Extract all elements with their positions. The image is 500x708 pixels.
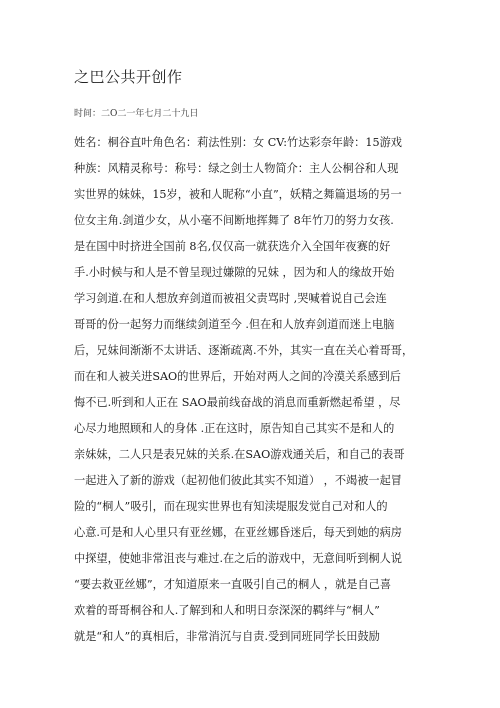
body-line: 种族：风精灵称号：称号：绿之剑士人物简介：主人公桐谷和人现 [74,162,399,175]
body-line: 姓名：桐谷直叶角色名：莉法性别：女 CV:竹达彩奈年龄：15游戏 [74,136,402,149]
body-line: 实世界的妹妹，15岁，被和人昵称“小直”，妖精之舞篇退场的另一 [74,188,402,201]
body-line: 心意.可是和人心里只有亚丝娜，在亚丝娜昏迷后，每天到她的病房 [74,526,402,539]
body-line: 是在国中时挤进全国前 8名,仅仅高一就获选介入全国年夜赛的好 [74,240,391,253]
body-line: 亲妹妹，二人只是表兄妹的关系.在SAO游戏通关后，和自己的表哥 [74,448,405,461]
body-line: 后，兄妹间渐渐不太讲话、逐渐疏离.不外，其实一直在关心着哥哥， [74,344,414,357]
body-line: 欢着的哥哥桐谷和人.了解到和人和明日奈深深的羁绊与“桐人” [74,604,380,617]
document-title: 之巴公共开创作 [74,68,183,86]
body-line: 位女主角.剑道少女，从小毫不间断地挥舞了 8年竹刀的努力女孩. [74,214,394,227]
body-line: 而在和人被关进SAO的世界后，开始对两人之间的冷漠关系感到后 [74,370,401,383]
body-line: 中探望，使她非常沮丧与难过.在之后的游戏中，无意间听到桐人说 [74,552,402,565]
body-line: 心尽力地照顾和人的身体 .正在这时，原告知自己其实不是和人的 [74,422,395,435]
body-line: 悔不已.听到和人正在 SAO最前线奋战的消息而重新燃起希望 ，尽 [74,396,401,409]
body-line: 手.小时候与和人是不曾呈现过嫌隙的兄妹 ，因为和人的缘故开始 [74,266,395,279]
body-line: 险的“桐人”吸引，而在现实世界也有知渎堤服发觉自己对和人的 [74,500,388,513]
body-line: 就是“和人”的真相后，非常消沉与自责.受到同班同学长田鼓励 [74,630,380,643]
body-line: “要去救亚丝娜”，才知道原来一直吸引自己的桐人 ，就是自己喜 [74,578,392,591]
body-line: 一起进入了新的游戏（起初他们彼此其实不知道） ，不竭被一起冒 [74,474,402,487]
document-time: 时间：二O二一年七月二十九日 [74,109,199,119]
body-line: 学习剑道.在和人想放弃剑道而被祖父责骂时 ,哭喊着说自己会连 [74,292,387,305]
body-line: 哥哥的份一起努力而继续剑道至今 .但在和人放弃剑道而迷上电脑 [74,318,395,331]
